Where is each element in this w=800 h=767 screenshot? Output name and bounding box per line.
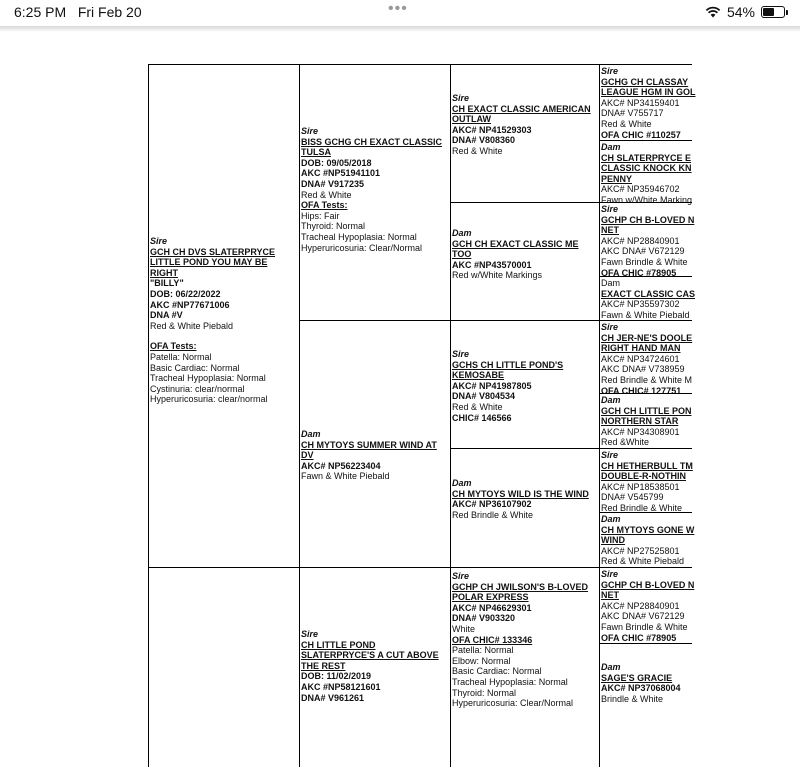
gg-color: Red Brindle & White: [601, 502, 683, 513]
gg-color: Fawn & White Piebald: [601, 309, 690, 320]
subject-role: Sire: [150, 236, 168, 246]
subject-color: Red & White Piebald: [150, 320, 234, 331]
gg-color: Fawn Brindle & White: [601, 256, 688, 267]
grandparent-role: Sire: [452, 93, 470, 103]
gg-ofa: OFA CHIC# 127751: [601, 385, 682, 396]
sire-ofa-heading: OFA Tests:: [301, 200, 348, 211]
gg-color: Brindle & White: [601, 693, 664, 704]
gg-ofa: OFA CHIC #110257: [601, 129, 681, 140]
gg-ofa: OFA CHIC #78905: [601, 267, 677, 278]
grandparent-role: Sire: [452, 571, 470, 581]
grandparent-color: Red Brindle & White: [452, 509, 534, 520]
gg-dna: DNA# V755717: [601, 108, 664, 119]
battery-icon: [761, 6, 785, 18]
subject-test: Cystinuria: clear/normal: [150, 383, 245, 394]
pedigree-document[interactable]: [148, 64, 696, 709]
grandparent-cell: [450, 448, 599, 567]
gg-role: Dam: [601, 142, 621, 152]
gg-akc: AKC# NP28840901: [601, 235, 680, 246]
gg-color: Red & White: [601, 118, 652, 129]
grandparent-test: Basic Cardiac: Normal: [452, 666, 542, 677]
grandparent-name: GCHS CH LITTLE POND'S KEMOSABE: [452, 359, 564, 381]
second-sire-dna: DNA# V961261: [301, 692, 365, 703]
grandparent-name: CH MYTOYS WILD IS THE WIND: [452, 488, 589, 499]
gg-role: Sire: [601, 569, 619, 579]
gg-akc: AKC# NP35597302: [601, 299, 680, 310]
sire-name: BISS GCHG CH EXACT CLASSIC TULSA: [301, 136, 443, 158]
gg-role: Dam: [601, 662, 621, 672]
gg-role: Dam: [601, 278, 621, 288]
sire-akc: AKC #NP51941101: [301, 168, 381, 179]
subject-akc: AKC #NP77671006: [150, 299, 230, 310]
grandparent-color: Red w/White Markings: [452, 270, 543, 281]
gg-role: Dam: [601, 514, 621, 524]
dam-cell: [299, 320, 450, 567]
gg-dna: DNA# V545799: [601, 492, 664, 503]
second-sire-dob: DOB: 11/02/2019: [301, 671, 372, 682]
grandparent-role: Sire: [452, 349, 470, 359]
grandparent-color: White: [452, 623, 476, 634]
battery-percent: 54%: [726, 4, 755, 20]
great-grandparent-cell: [599, 393, 692, 448]
second-sire-akc: AKC #NP58121601: [301, 681, 381, 692]
dam-color: Fawn & White Piebald: [301, 471, 390, 482]
gg-color: Red & White Piebald: [601, 556, 685, 567]
gg-name: CH JER-NE'S DOOLE RIGHT HAND MAN: [601, 332, 693, 354]
grandparent-color: Red & White: [452, 401, 503, 412]
sire-color: Red & White: [301, 189, 352, 200]
grandparent-dna: DNA# V804534: [452, 391, 516, 402]
grandparent-cell: [450, 320, 599, 448]
wifi-icon: [705, 6, 721, 18]
gg-name: GCHG CH CLASSAY LEAGUE HGM IN GOL: [601, 76, 696, 98]
grandparent-akc: AKC# NP46629301: [452, 602, 532, 613]
grandparent-akc: AKC# NP41529303: [452, 124, 532, 135]
gg-role: Sire: [601, 450, 619, 460]
grandparent-chic: CHIC# 146566: [452, 412, 512, 423]
grandparent-role: Dam: [452, 478, 472, 488]
sire-test: Thyroid: Normal: [301, 221, 366, 232]
great-grandparent-cell: [599, 202, 695, 278]
dam-name: CH MYTOYS SUMMER WIND AT DV: [301, 439, 437, 461]
subject-test: Basic Cardiac: Normal: [150, 362, 240, 373]
grandparent-ofa: OFA CHIC# 133346: [452, 634, 533, 645]
gg-akc: AKC# NP37068004: [601, 683, 681, 694]
grandparent-cell: [450, 567, 599, 767]
subject-cell: [148, 64, 299, 567]
great-grandparent-cell: [599, 567, 695, 643]
grandparent-color: Red & White: [452, 145, 503, 156]
grandparent-cell: [450, 202, 599, 320]
great-grandparent-cell: [599, 140, 693, 205]
grandparent-name: GCHP CH JWILSON'S B-LOVED POLAR EXPRESS: [452, 581, 588, 603]
second-sire-name: CH LITTLE POND SLATERPRYCE'S A CUT ABOVE THE REST: [301, 639, 439, 671]
grandparent-name: GCH CH EXACT CLASSIC ME TOO: [452, 238, 579, 260]
gg-color: Fawn Brindle & White: [601, 621, 688, 632]
sire-test: Hips: Fair: [301, 210, 340, 221]
grandparent-test: Hyperuricosuria: Clear/Normal: [452, 698, 574, 709]
grandparent-akc: AKC# NP36107902: [452, 499, 532, 510]
second-subject-cell: [148, 567, 299, 767]
gg-akc: AKC# NP34308901: [601, 426, 680, 437]
gg-dna: AKC DNA# V738959: [601, 364, 685, 375]
grandparent-test: Elbow: Normal: [452, 655, 511, 666]
gg-name: CH SLATERPRYCE E CLASSIC KNOCK KN PENNY: [601, 152, 692, 184]
subject-ofa-heading: OFA Tests:: [150, 341, 197, 352]
gg-akc: AKC# NP27525801: [601, 545, 680, 556]
gg-ofa: OFA CHIC #78905: [601, 632, 677, 643]
subject-test: Patella: Normal: [150, 351, 212, 362]
gg-akc: AKC# NP34724601: [601, 353, 680, 364]
subject-test: Hyperuricosuria: clear/normal: [150, 394, 268, 405]
multitasking-dots-icon[interactable]: •••: [388, 0, 408, 17]
gg-akc: AKC# NP34159401: [601, 97, 680, 108]
gg-name: GCHP CH B-LOVED N NET: [601, 579, 695, 601]
gg-color: Fawn w/White Marking: [601, 194, 693, 205]
dam-akc: AKC# NP56223404: [301, 460, 381, 471]
grandparent-akc: AKC #NP43570001: [452, 259, 532, 270]
gg-name: GCHP CH B-LOVED N NET: [601, 214, 695, 236]
gg-akc: AKC# NP35946702: [601, 184, 680, 195]
subject-call-name: "BILLY": [150, 278, 184, 289]
dam-role: Dam: [301, 429, 321, 439]
grandparent-test: Thyroid: Normal: [452, 687, 517, 698]
subject-dob: DOB: 06/22/2022: [150, 288, 221, 299]
gg-akc: AKC# NP28840901: [601, 600, 680, 611]
sire-dna: DNA# V917235: [301, 178, 365, 189]
sire-cell: [299, 64, 450, 320]
sire-role: Sire: [301, 126, 319, 136]
status-right: [705, 4, 788, 20]
gg-role: Sire: [601, 204, 619, 214]
status-bar: [0, 0, 800, 26]
gg-name: SAGE'S GRACIE: [601, 672, 673, 683]
grandparent-test: Tracheal Hypoplasia: Normal: [452, 676, 568, 687]
great-grandparent-cell: [599, 643, 692, 767]
gg-color: Red &White: [601, 437, 650, 448]
grandparent-test: Patella: Normal: [452, 645, 514, 656]
great-grandparent-cell: [599, 448, 692, 512]
grandparent-akc: AKC# NP41987805: [452, 380, 532, 391]
subject-name: GCH CH DVS SLATERPRYCE LITTLE POND YOU MAY BE RIGHT: [150, 246, 276, 278]
gg-role: Dam: [601, 395, 621, 405]
sire-test: Tracheal Hypoplasia: Normal: [301, 231, 417, 242]
gg-dna: AKC DNA# V672129: [601, 611, 685, 622]
gg-color: Red Brindle & White M: [601, 374, 693, 385]
second-sire-cell: [299, 567, 450, 767]
sire-dob: DOB: 09/05/2018: [301, 157, 372, 168]
great-grandparent-cell: [599, 64, 696, 140]
great-grandparent-cell: [599, 320, 693, 396]
status-time-date: 6:25 PM Fri Feb 20: [14, 4, 142, 20]
grandparent-dna: DNA# V808360: [452, 135, 516, 146]
great-grandparent-cell: [599, 276, 696, 320]
second-sire-role: Sire: [301, 629, 319, 639]
grandparent-dna: DNA# V903320: [452, 613, 516, 624]
gg-akc: AKC# NP18538501: [601, 481, 680, 492]
gg-name: GCH CH LITTLE PON NORTHERN STAR: [601, 405, 692, 427]
great-grandparent-cell: [599, 512, 695, 567]
subject-test: Tracheal Hypoplasia: Normal: [150, 373, 266, 384]
gg-role: Sire: [601, 66, 619, 76]
gg-dna: AKC DNA# V672129: [601, 246, 685, 257]
grandparent-cell: [450, 64, 599, 202]
gg-name: EXACT CLASSIC CAS: [601, 288, 696, 299]
gg-name: CH MYTOYS GONE W WIND: [601, 524, 695, 546]
grandparent-name: CH EXACT CLASSIC AMERICAN OUTLAW: [452, 103, 591, 125]
sire-test: Hyperuricosuria: Clear/Normal: [301, 242, 423, 253]
subject-dna: DNA #V: [150, 310, 183, 321]
gg-role: Sire: [601, 322, 619, 332]
grandparent-role: Dam: [452, 228, 472, 238]
gg-name: CH HETHERBULL TM DOUBLE-R-NOTHIN: [601, 460, 693, 482]
